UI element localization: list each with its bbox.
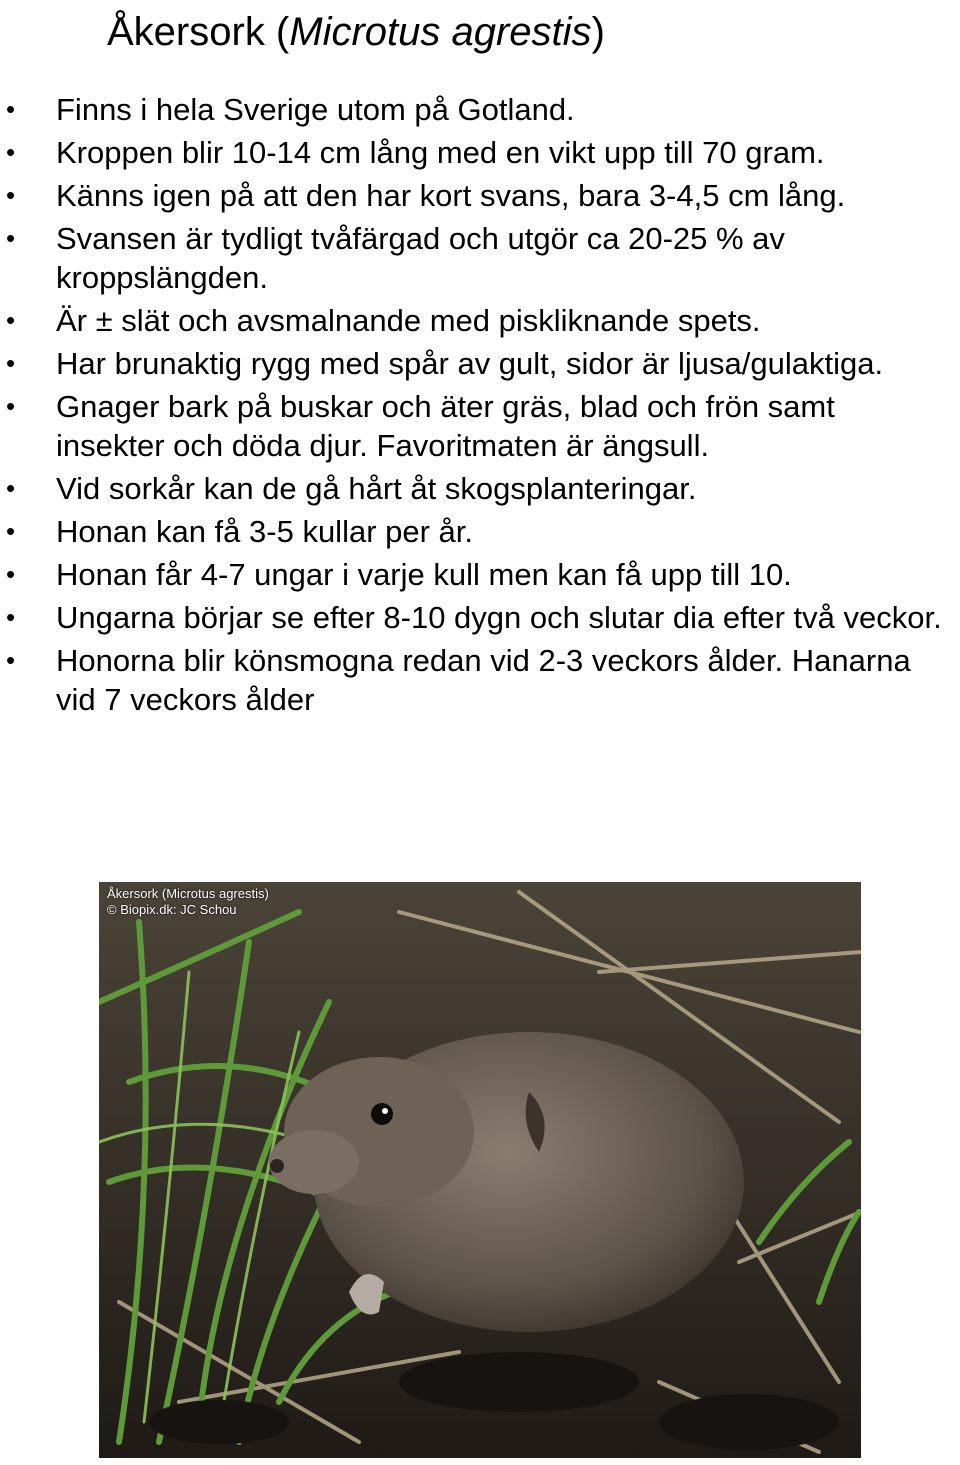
page-title xyxy=(107,8,605,56)
fact-text: Vid sorkår kan de gå hårt åt skogsplanteringar. xyxy=(56,471,697,506)
bullet-icon: • xyxy=(6,94,16,124)
fact-text: Honorna blir könsmogna redan vid 2-3 veckors ålder. Hanarna vid 7 veckors ålder xyxy=(56,643,911,717)
fact-text: Gnager bark på buskar och äter gräs, blad och frön samt insekter och döda djur. Favoritmaten är ängsull. xyxy=(56,389,835,463)
vole-illustration xyxy=(99,882,861,1458)
photo-caption xyxy=(107,886,269,918)
bullet-icon: • xyxy=(6,348,16,378)
fact-text: Har brunaktig rygg med spår av gult, sidor är ljusa/gulaktiga. xyxy=(56,346,884,381)
fact-text: Kroppen blir 10-14 cm lång med en vikt upp till 70 gram. xyxy=(56,135,825,170)
bullet-icon: • xyxy=(6,559,16,589)
fact-item xyxy=(0,598,946,637)
vole-eye xyxy=(371,1103,393,1125)
vole-nose xyxy=(270,1159,284,1173)
vole-eye-highlight xyxy=(382,1108,388,1114)
fact-text: Honan får 4-7 ungar i varje kull men kan få upp till 10. xyxy=(56,557,792,592)
caption-title: Åkersork (Microtus agrestis) xyxy=(107,886,269,901)
fact-text: Finns i hela Sverige utom på Gotland. xyxy=(56,92,575,127)
fact-item xyxy=(0,344,946,383)
title-latin-name: Microtus agrestis xyxy=(289,10,592,54)
caption-credit: © Biopix.dk: JC Schou xyxy=(107,902,237,917)
bullet-icon: • xyxy=(6,473,16,503)
bullet-icon: • xyxy=(6,305,16,335)
fact-item xyxy=(0,301,946,340)
bullet-icon: • xyxy=(6,180,16,210)
bullet-icon: • xyxy=(6,516,16,546)
fact-item xyxy=(0,219,946,297)
fact-list xyxy=(0,90,960,723)
fact-item xyxy=(0,176,946,215)
fact-text: Honan kan få 3-5 kullar per år. xyxy=(56,514,474,549)
title-suffix: ) xyxy=(591,10,605,54)
bullet-icon: • xyxy=(6,602,16,632)
vole-photo xyxy=(99,882,861,1458)
title-prefix: Åkersork ( xyxy=(107,10,290,54)
fact-item xyxy=(0,469,946,508)
fact-item xyxy=(0,555,946,594)
fact-text: Är ± slät och avsmalnande med piskliknande spets. xyxy=(56,303,761,338)
bullet-icon: • xyxy=(6,137,16,167)
fact-item xyxy=(0,90,946,129)
fact-text: Ungarna börjar se efter 8-10 dygn och slutar dia efter två veckor. xyxy=(56,600,942,635)
fact-text: Svansen är tydligt tvåfärgad och utgör ca 20-25 % av kroppslängden. xyxy=(56,221,785,295)
bullet-icon: • xyxy=(6,391,16,421)
fact-item xyxy=(0,133,946,172)
fact-item xyxy=(0,512,946,551)
fact-item xyxy=(0,641,946,719)
fact-item xyxy=(0,387,946,465)
fact-text: Känns igen på att den har kort svans, bara 3-4,5 cm lång. xyxy=(56,178,846,213)
bullet-icon: • xyxy=(6,645,16,675)
bullet-icon: • xyxy=(6,223,16,253)
